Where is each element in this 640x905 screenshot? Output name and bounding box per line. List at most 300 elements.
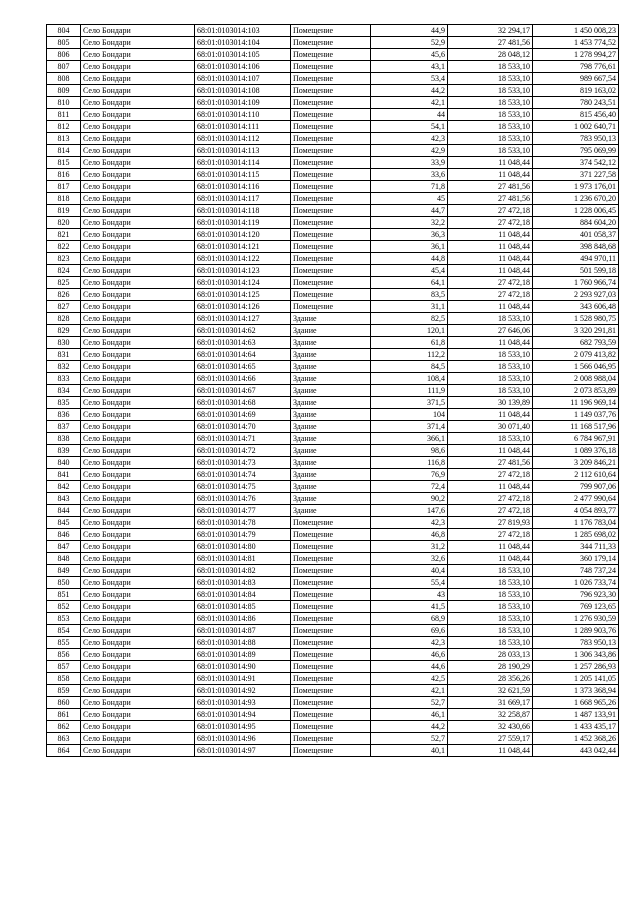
specific-value-cell: 18 533,10 [448, 373, 533, 385]
specific-value-cell: 18 533,10 [448, 313, 533, 325]
object-type-cell: Помещение [291, 85, 371, 97]
row-number-cell: 845 [47, 517, 81, 529]
area-cell: 43 [371, 589, 448, 601]
row-number-cell: 841 [47, 469, 81, 481]
cadastral-value-table-page [46, 24, 618, 757]
row-number-cell: 822 [47, 241, 81, 253]
row-number-cell: 812 [47, 121, 81, 133]
table-row [47, 493, 619, 505]
cadastral-number-cell: 68:01:0103014:72 [195, 445, 291, 457]
object-type-cell: Помещение [291, 121, 371, 133]
table-row [47, 217, 619, 229]
object-type-cell: Помещение [291, 577, 371, 589]
locality-cell: Село Бондари [81, 289, 195, 301]
area-cell: 72,4 [371, 481, 448, 493]
cadastral-value-cell: 501 599,18 [533, 265, 619, 277]
table-row [47, 205, 619, 217]
object-type-cell: Помещение [291, 37, 371, 49]
row-number-cell: 840 [47, 457, 81, 469]
locality-cell: Село Бондари [81, 157, 195, 169]
specific-value-cell: 27 481,56 [448, 181, 533, 193]
specific-value-cell: 27 472,18 [448, 493, 533, 505]
cadastral-value-cell: 1 487 133,91 [533, 709, 619, 721]
table-row [47, 613, 619, 625]
locality-cell: Село Бондари [81, 385, 195, 397]
specific-value-cell: 11 048,44 [448, 445, 533, 457]
specific-value-cell: 11 048,44 [448, 409, 533, 421]
cadastral-number-cell: 68:01:0103014:107 [195, 73, 291, 85]
object-type-cell: Помещение [291, 157, 371, 169]
table-row [47, 589, 619, 601]
table-row [47, 145, 619, 157]
area-cell: 31,2 [371, 541, 448, 553]
locality-cell: Село Бондари [81, 217, 195, 229]
cadastral-value-cell: 11 196 969,14 [533, 397, 619, 409]
specific-value-cell: 30 139,89 [448, 397, 533, 409]
area-cell: 45,6 [371, 49, 448, 61]
locality-cell: Село Бондари [81, 49, 195, 61]
table-row [47, 721, 619, 733]
locality-cell: Село Бондари [81, 109, 195, 121]
cadastral-value-cell: 1 228 006,45 [533, 205, 619, 217]
area-cell: 120,1 [371, 325, 448, 337]
locality-cell: Село Бондари [81, 745, 195, 757]
specific-value-cell: 27 819,93 [448, 517, 533, 529]
specific-value-cell: 11 048,44 [448, 301, 533, 313]
object-type-cell: Помещение [291, 205, 371, 217]
cadastral-value-cell: 783 950,13 [533, 133, 619, 145]
row-number-cell: 861 [47, 709, 81, 721]
locality-cell: Село Бондари [81, 433, 195, 445]
object-type-cell: Помещение [291, 217, 371, 229]
specific-value-cell: 18 533,10 [448, 565, 533, 577]
area-cell: 147,6 [371, 505, 448, 517]
area-cell: 83,5 [371, 289, 448, 301]
object-type-cell: Здание [291, 313, 371, 325]
object-type-cell: Помещение [291, 565, 371, 577]
locality-cell: Село Бондари [81, 709, 195, 721]
cadastral-value-cell: 3 320 291,81 [533, 325, 619, 337]
row-number-cell: 838 [47, 433, 81, 445]
object-type-cell: Помещение [291, 661, 371, 673]
cadastral-value-cell: 1 278 994,27 [533, 49, 619, 61]
object-type-cell: Помещение [291, 541, 371, 553]
locality-cell: Село Бондари [81, 37, 195, 49]
locality-cell: Село Бондари [81, 649, 195, 661]
row-number-cell: 825 [47, 277, 81, 289]
cadastral-value-cell: 2 073 853,89 [533, 385, 619, 397]
specific-value-cell: 11 048,44 [448, 337, 533, 349]
cadastral-number-cell: 68:01:0103014:76 [195, 493, 291, 505]
cadastral-value-cell: 815 456,40 [533, 109, 619, 121]
object-type-cell: Помещение [291, 613, 371, 625]
row-number-cell: 842 [47, 481, 81, 493]
table-row [47, 85, 619, 97]
object-type-cell: Помещение [291, 61, 371, 73]
specific-value-cell: 27 559,17 [448, 733, 533, 745]
locality-cell: Село Бондари [81, 469, 195, 481]
area-cell: 69,6 [371, 625, 448, 637]
specific-value-cell: 28 356,26 [448, 673, 533, 685]
table-row [47, 661, 619, 673]
cadastral-number-cell: 68:01:0103014:112 [195, 133, 291, 145]
cadastral-number-cell: 68:01:0103014:110 [195, 109, 291, 121]
area-cell: 52,9 [371, 37, 448, 49]
locality-cell: Село Бондари [81, 517, 195, 529]
area-cell: 84,5 [371, 361, 448, 373]
area-cell: 42,1 [371, 685, 448, 697]
locality-cell: Село Бондари [81, 73, 195, 85]
cadastral-value-cell: 2 079 413,82 [533, 349, 619, 361]
row-number-cell: 850 [47, 577, 81, 589]
locality-cell: Село Бондари [81, 193, 195, 205]
area-cell: 82,5 [371, 313, 448, 325]
specific-value-cell: 27 472,18 [448, 217, 533, 229]
area-cell: 44,7 [371, 205, 448, 217]
cadastral-value-cell: 494 970,11 [533, 253, 619, 265]
cadastral-number-cell: 68:01:0103014:80 [195, 541, 291, 553]
cadastral-number-cell: 68:01:0103014:86 [195, 613, 291, 625]
row-number-cell: 814 [47, 145, 81, 157]
area-cell: 45 [371, 193, 448, 205]
specific-value-cell: 18 533,10 [448, 349, 533, 361]
area-cell: 76,9 [371, 469, 448, 481]
table-row [47, 25, 619, 37]
object-type-cell: Помещение [291, 253, 371, 265]
specific-value-cell: 18 533,10 [448, 385, 533, 397]
area-cell: 40,4 [371, 565, 448, 577]
cadastral-value-cell: 3 209 846,21 [533, 457, 619, 469]
specific-value-cell: 18 533,10 [448, 601, 533, 613]
area-cell: 44,8 [371, 253, 448, 265]
object-type-cell: Помещение [291, 289, 371, 301]
object-type-cell: Здание [291, 397, 371, 409]
specific-value-cell: 32 294,17 [448, 25, 533, 37]
object-type-cell: Помещение [291, 685, 371, 697]
cadastral-number-cell: 68:01:0103014:109 [195, 97, 291, 109]
locality-cell: Село Бондари [81, 301, 195, 313]
object-type-cell: Здание [291, 337, 371, 349]
specific-value-cell: 11 048,44 [448, 745, 533, 757]
specific-value-cell: 28 048,12 [448, 49, 533, 61]
row-number-cell: 843 [47, 493, 81, 505]
area-cell: 40,1 [371, 745, 448, 757]
area-cell: 52,7 [371, 733, 448, 745]
row-number-cell: 834 [47, 385, 81, 397]
cadastral-number-cell: 68:01:0103014:85 [195, 601, 291, 613]
cadastral-value-cell: 2 477 990,64 [533, 493, 619, 505]
specific-value-cell: 32 430,66 [448, 721, 533, 733]
cadastral-number-cell: 68:01:0103014:70 [195, 421, 291, 433]
locality-cell: Село Бондари [81, 697, 195, 709]
cadastral-value-cell: 11 168 517,96 [533, 421, 619, 433]
cadastral-value-cell: 6 784 967,91 [533, 433, 619, 445]
cadastral-value-cell: 344 711,33 [533, 541, 619, 553]
table-row [47, 169, 619, 181]
specific-value-cell: 18 533,10 [448, 133, 533, 145]
cadastral-value-cell: 1 089 376,18 [533, 445, 619, 457]
locality-cell: Село Бондари [81, 361, 195, 373]
specific-value-cell: 27 472,18 [448, 277, 533, 289]
cadastral-number-cell: 68:01:0103014:113 [195, 145, 291, 157]
table-row [47, 373, 619, 385]
specific-value-cell: 11 048,44 [448, 265, 533, 277]
row-number-cell: 821 [47, 229, 81, 241]
area-cell: 104 [371, 409, 448, 421]
specific-value-cell: 11 048,44 [448, 169, 533, 181]
specific-value-cell: 27 472,18 [448, 289, 533, 301]
locality-cell: Село Бондари [81, 145, 195, 157]
table-row [47, 193, 619, 205]
specific-value-cell: 27 472,18 [448, 469, 533, 481]
object-type-cell: Здание [291, 469, 371, 481]
cadastral-number-cell: 68:01:0103014:67 [195, 385, 291, 397]
row-number-cell: 808 [47, 73, 81, 85]
specific-value-cell: 18 533,10 [448, 577, 533, 589]
area-cell: 366,1 [371, 433, 448, 445]
cadastral-value-cell: 783 950,13 [533, 637, 619, 649]
cadastral-value-table [46, 24, 619, 757]
table-row [47, 157, 619, 169]
cadastral-number-cell: 68:01:0103014:120 [195, 229, 291, 241]
object-type-cell: Помещение [291, 649, 371, 661]
cadastral-value-cell: 1 566 046,95 [533, 361, 619, 373]
object-type-cell: Помещение [291, 265, 371, 277]
cadastral-number-cell: 68:01:0103014:108 [195, 85, 291, 97]
object-type-cell: Помещение [291, 73, 371, 85]
locality-cell: Село Бондари [81, 409, 195, 421]
row-number-cell: 860 [47, 697, 81, 709]
table-row [47, 61, 619, 73]
area-cell: 44,2 [371, 721, 448, 733]
area-cell: 44,9 [371, 25, 448, 37]
specific-value-cell: 11 048,44 [448, 481, 533, 493]
cadastral-number-cell: 68:01:0103014:89 [195, 649, 291, 661]
locality-cell: Село Бондари [81, 457, 195, 469]
locality-cell: Село Бондари [81, 253, 195, 265]
specific-value-cell: 18 533,10 [448, 625, 533, 637]
area-cell: 46,6 [371, 649, 448, 661]
row-number-cell: 816 [47, 169, 81, 181]
specific-value-cell: 18 533,10 [448, 121, 533, 133]
area-cell: 36,3 [371, 229, 448, 241]
cadastral-value-cell: 1 002 640,71 [533, 121, 619, 133]
table-row [47, 673, 619, 685]
specific-value-cell: 11 048,44 [448, 541, 533, 553]
cadastral-number-cell: 68:01:0103014:123 [195, 265, 291, 277]
cadastral-value-cell: 796 923,30 [533, 589, 619, 601]
object-type-cell: Здание [291, 433, 371, 445]
row-number-cell: 855 [47, 637, 81, 649]
table-row [47, 409, 619, 421]
row-number-cell: 815 [47, 157, 81, 169]
area-cell: 44 [371, 109, 448, 121]
object-type-cell: Помещение [291, 529, 371, 541]
cadastral-value-cell: 360 179,14 [533, 553, 619, 565]
row-number-cell: 835 [47, 397, 81, 409]
table-row [47, 73, 619, 85]
table-row [47, 541, 619, 553]
area-cell: 112,2 [371, 349, 448, 361]
cadastral-value-cell: 1 668 965,26 [533, 697, 619, 709]
table-row [47, 565, 619, 577]
specific-value-cell: 27 481,56 [448, 457, 533, 469]
locality-cell: Село Бондари [81, 277, 195, 289]
row-number-cell: 847 [47, 541, 81, 553]
area-cell: 33,6 [371, 169, 448, 181]
table-row [47, 229, 619, 241]
area-cell: 53,4 [371, 73, 448, 85]
specific-value-cell: 18 533,10 [448, 145, 533, 157]
cadastral-value-cell: 1 236 670,20 [533, 193, 619, 205]
row-number-cell: 804 [47, 25, 81, 37]
cadastral-number-cell: 68:01:0103014:118 [195, 205, 291, 217]
row-number-cell: 807 [47, 61, 81, 73]
locality-cell: Село Бондари [81, 625, 195, 637]
table-row [47, 349, 619, 361]
table-row [47, 133, 619, 145]
locality-cell: Село Бондари [81, 169, 195, 181]
row-number-cell: 837 [47, 421, 81, 433]
locality-cell: Село Бондари [81, 577, 195, 589]
specific-value-cell: 18 533,10 [448, 589, 533, 601]
object-type-cell: Помещение [291, 637, 371, 649]
object-type-cell: Помещение [291, 193, 371, 205]
table-row [47, 529, 619, 541]
cadastral-value-cell: 989 667,54 [533, 73, 619, 85]
cadastral-number-cell: 68:01:0103014:71 [195, 433, 291, 445]
object-type-cell: Помещение [291, 109, 371, 121]
object-type-cell: Помещение [291, 97, 371, 109]
object-type-cell: Здание [291, 373, 371, 385]
specific-value-cell: 27 481,56 [448, 37, 533, 49]
row-number-cell: 857 [47, 661, 81, 673]
row-number-cell: 831 [47, 349, 81, 361]
cadastral-number-cell: 68:01:0103014:62 [195, 325, 291, 337]
cadastral-number-cell: 68:01:0103014:90 [195, 661, 291, 673]
specific-value-cell: 27 472,18 [448, 205, 533, 217]
table-row [47, 445, 619, 457]
cadastral-value-cell: 799 907,06 [533, 481, 619, 493]
cadastral-value-cell: 1 026 733,74 [533, 577, 619, 589]
locality-cell: Село Бондари [81, 661, 195, 673]
locality-cell: Село Бондари [81, 481, 195, 493]
area-cell: 98,6 [371, 445, 448, 457]
table-row [47, 289, 619, 301]
cadastral-value-cell: 1 433 435,17 [533, 721, 619, 733]
object-type-cell: Здание [291, 421, 371, 433]
row-number-cell: 862 [47, 721, 81, 733]
table-row [47, 277, 619, 289]
table-row [47, 553, 619, 565]
specific-value-cell: 18 533,10 [448, 109, 533, 121]
object-type-cell: Помещение [291, 601, 371, 613]
area-cell: 33,9 [371, 157, 448, 169]
cadastral-number-cell: 68:01:0103014:117 [195, 193, 291, 205]
cadastral-value-cell: 1 205 141,05 [533, 673, 619, 685]
locality-cell: Село Бондари [81, 721, 195, 733]
object-type-cell: Помещение [291, 49, 371, 61]
row-number-cell: 836 [47, 409, 81, 421]
cadastral-number-cell: 68:01:0103014:124 [195, 277, 291, 289]
object-type-cell: Помещение [291, 589, 371, 601]
cadastral-number-cell: 68:01:0103014:111 [195, 121, 291, 133]
locality-cell: Село Бондари [81, 445, 195, 457]
object-type-cell: Помещение [291, 625, 371, 637]
locality-cell: Село Бондари [81, 505, 195, 517]
cadastral-value-cell: 795 069,99 [533, 145, 619, 157]
cadastral-value-cell: 1 276 930,59 [533, 613, 619, 625]
cadastral-value-cell: 1 450 008,23 [533, 25, 619, 37]
cadastral-number-cell: 68:01:0103014:65 [195, 361, 291, 373]
area-cell: 44,2 [371, 85, 448, 97]
locality-cell: Село Бондари [81, 265, 195, 277]
cadastral-number-cell: 68:01:0103014:116 [195, 181, 291, 193]
table-row [47, 685, 619, 697]
locality-cell: Село Бондари [81, 673, 195, 685]
object-type-cell: Помещение [291, 733, 371, 745]
locality-cell: Село Бондари [81, 241, 195, 253]
cadastral-number-cell: 68:01:0103014:95 [195, 721, 291, 733]
area-cell: 116,8 [371, 457, 448, 469]
locality-cell: Село Бондари [81, 421, 195, 433]
locality-cell: Село Бондари [81, 553, 195, 565]
cadastral-number-cell: 68:01:0103014:84 [195, 589, 291, 601]
cadastral-number-cell: 68:01:0103014:77 [195, 505, 291, 517]
row-number-cell: 858 [47, 673, 81, 685]
row-number-cell: 854 [47, 625, 81, 637]
specific-value-cell: 31 669,17 [448, 697, 533, 709]
locality-cell: Село Бондари [81, 565, 195, 577]
area-cell: 42,3 [371, 637, 448, 649]
object-type-cell: Здание [291, 409, 371, 421]
specific-value-cell: 27 472,18 [448, 505, 533, 517]
cadastral-number-cell: 68:01:0103014:92 [195, 685, 291, 697]
table-row [47, 385, 619, 397]
object-type-cell: Здание [291, 325, 371, 337]
cadastral-value-cell: 2 112 610,64 [533, 469, 619, 481]
area-cell: 371,4 [371, 421, 448, 433]
object-type-cell: Помещение [291, 277, 371, 289]
specific-value-cell: 18 533,10 [448, 433, 533, 445]
row-number-cell: 827 [47, 301, 81, 313]
table-row [47, 97, 619, 109]
cadastral-number-cell: 68:01:0103014:106 [195, 61, 291, 73]
cadastral-number-cell: 68:01:0103014:96 [195, 733, 291, 745]
specific-value-cell: 11 048,44 [448, 253, 533, 265]
object-type-cell: Здание [291, 349, 371, 361]
cadastral-value-cell: 769 123,65 [533, 601, 619, 613]
cadastral-number-cell: 68:01:0103014:126 [195, 301, 291, 313]
table-row [47, 637, 619, 649]
area-cell: 46,8 [371, 529, 448, 541]
locality-cell: Село Бондари [81, 97, 195, 109]
area-cell: 42,5 [371, 673, 448, 685]
locality-cell: Село Бондари [81, 133, 195, 145]
object-type-cell: Помещение [291, 241, 371, 253]
specific-value-cell: 28 033,13 [448, 649, 533, 661]
object-type-cell: Помещение [291, 721, 371, 733]
table-row [47, 337, 619, 349]
row-number-cell: 811 [47, 109, 81, 121]
area-cell: 52,7 [371, 697, 448, 709]
table-row [47, 109, 619, 121]
cadastral-number-cell: 68:01:0103014:97 [195, 745, 291, 757]
cadastral-value-cell: 1 973 176,01 [533, 181, 619, 193]
cadastral-value-cell: 401 058,37 [533, 229, 619, 241]
locality-cell: Село Бондари [81, 121, 195, 133]
locality-cell: Село Бондари [81, 637, 195, 649]
